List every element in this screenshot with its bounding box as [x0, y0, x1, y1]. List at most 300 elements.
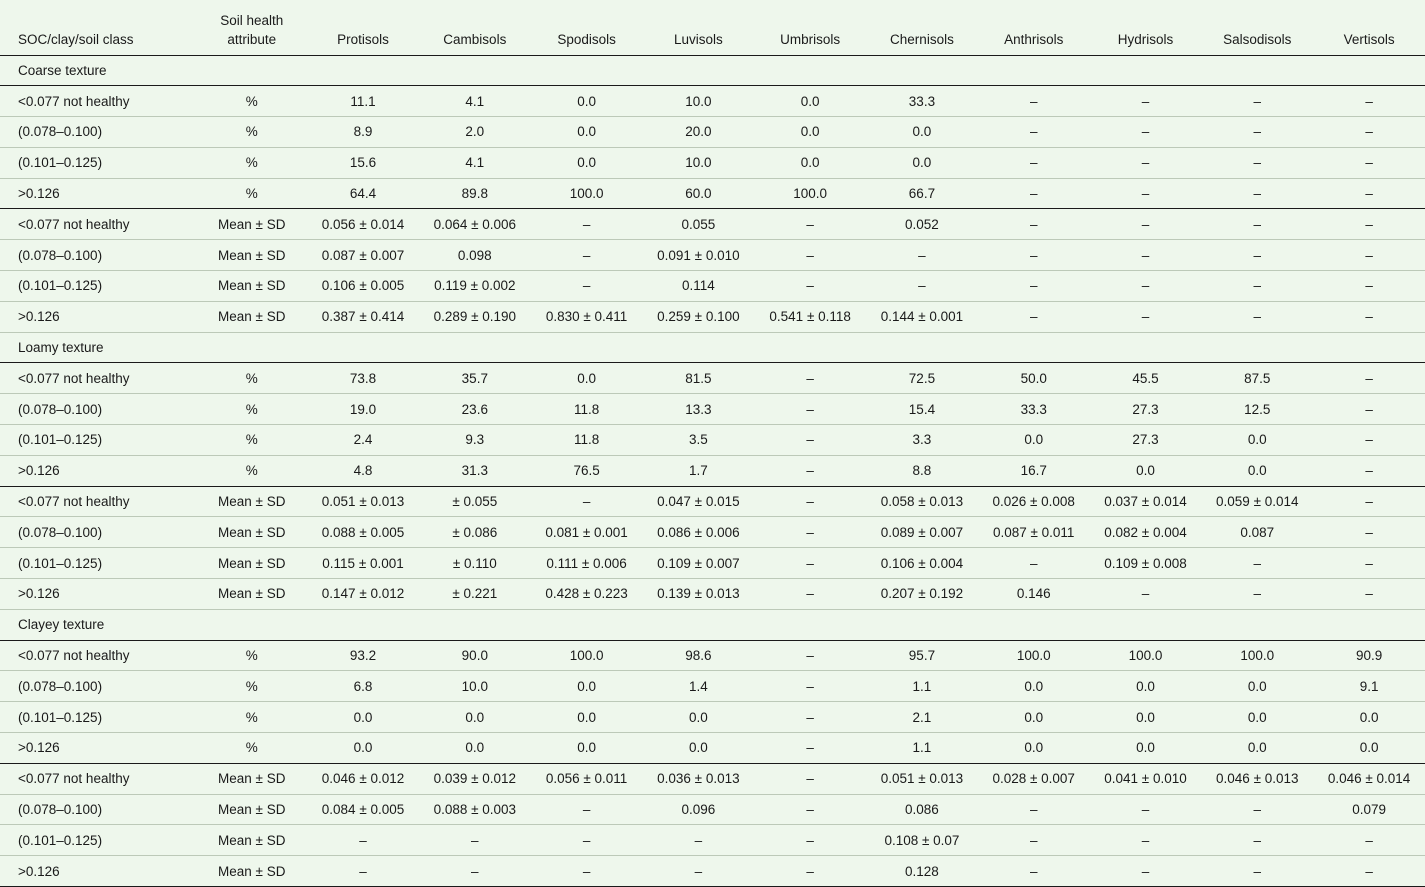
value-cell: 100.0 [978, 640, 1090, 671]
value-cell: 72.5 [866, 363, 978, 394]
value-cell: – [1201, 178, 1313, 209]
value-cell: 0.088 ± 0.005 [307, 517, 419, 548]
value-cell: 0.087 ± 0.011 [978, 517, 1090, 548]
value-cell: 0.428 ± 0.223 [531, 579, 643, 610]
value-cell: – [754, 455, 866, 486]
section-title: Clayey texture [0, 609, 1425, 640]
value-cell: 0.096 [642, 794, 754, 825]
value-cell: 33.3 [866, 86, 978, 117]
value-cell: 0.088 ± 0.003 [419, 794, 531, 825]
table-row [0, 825, 1425, 856]
header-cambisols: Cambisols [419, 0, 531, 55]
value-cell: 0.079 [1313, 794, 1425, 825]
attribute-cell: Mean ± SD [196, 579, 307, 610]
value-cell: 9.1 [1313, 671, 1425, 702]
value-cell: 0.0 [1201, 455, 1313, 486]
value-cell: – [642, 825, 754, 856]
value-cell: – [1313, 240, 1425, 271]
value-cell: – [1313, 147, 1425, 178]
value-cell: – [1201, 86, 1313, 117]
value-cell: 0.0 [866, 147, 978, 178]
value-cell: – [754, 702, 866, 733]
value-cell: 0.0 [1313, 702, 1425, 733]
value-cell: 0.0 [978, 702, 1090, 733]
value-cell: 0.0 [978, 733, 1090, 764]
value-cell: 3.5 [642, 425, 754, 456]
value-cell: 0.109 ± 0.008 [1090, 548, 1202, 579]
value-cell: 15.6 [307, 147, 419, 178]
table-row [0, 733, 1425, 764]
value-cell: 0.051 ± 0.013 [866, 763, 978, 794]
value-cell: 0.056 ± 0.014 [307, 209, 419, 240]
value-cell: 76.5 [531, 455, 643, 486]
value-cell: – [307, 825, 419, 856]
value-cell: 45.5 [1090, 363, 1202, 394]
value-cell: 16.7 [978, 455, 1090, 486]
value-cell: 60.0 [642, 178, 754, 209]
value-cell: 8.9 [307, 117, 419, 148]
value-cell: – [754, 425, 866, 456]
value-cell: – [642, 856, 754, 887]
value-cell: 0.109 ± 0.007 [642, 548, 754, 579]
value-cell: – [1313, 363, 1425, 394]
section-title: Coarse texture [0, 55, 1425, 86]
value-cell: 27.3 [1090, 425, 1202, 456]
header-attribute: Soil health attribute [196, 0, 307, 55]
value-cell: ± 0.221 [419, 579, 531, 610]
value-cell: – [1313, 117, 1425, 148]
table-row [0, 178, 1425, 209]
value-cell: – [531, 794, 643, 825]
value-cell: ± 0.055 [419, 486, 531, 517]
row-label: (0.078–0.100) [0, 240, 196, 271]
value-cell: – [419, 825, 531, 856]
value-cell: 0.0 [642, 733, 754, 764]
attribute-cell: Mean ± SD [196, 271, 307, 302]
value-cell: 0.056 ± 0.011 [531, 763, 643, 794]
row-label: <0.077 not healthy [0, 209, 196, 240]
value-cell: 0.0 [531, 733, 643, 764]
attribute-cell: % [196, 86, 307, 117]
value-cell: 0.0 [866, 117, 978, 148]
value-cell: – [978, 301, 1090, 332]
value-cell: 0.0 [642, 702, 754, 733]
value-cell: – [978, 856, 1090, 887]
header-luvisols: Luvisols [642, 0, 754, 55]
table-row [0, 394, 1425, 425]
value-cell: – [1090, 579, 1202, 610]
value-cell: – [531, 271, 643, 302]
value-cell: – [1313, 455, 1425, 486]
value-cell: – [1313, 178, 1425, 209]
value-cell: – [1090, 178, 1202, 209]
row-label: (0.078–0.100) [0, 117, 196, 148]
attribute-cell: % [196, 640, 307, 671]
value-cell: – [531, 209, 643, 240]
value-cell: – [1313, 825, 1425, 856]
value-cell: 0.0 [419, 702, 531, 733]
value-cell: – [754, 271, 866, 302]
value-cell: 6.8 [307, 671, 419, 702]
section-header-row [0, 609, 1425, 640]
attribute-cell: % [196, 733, 307, 764]
value-cell: ± 0.110 [419, 548, 531, 579]
value-cell: 35.7 [419, 363, 531, 394]
row-label: <0.077 not healthy [0, 763, 196, 794]
value-cell: 100.0 [531, 640, 643, 671]
attribute-cell: % [196, 425, 307, 456]
value-cell: – [754, 856, 866, 887]
value-cell: 0.144 ± 0.001 [866, 301, 978, 332]
table-row [0, 856, 1425, 887]
value-cell: 100.0 [1201, 640, 1313, 671]
value-cell: 0.058 ± 0.013 [866, 486, 978, 517]
value-cell: – [1313, 548, 1425, 579]
value-cell: 0.041 ± 0.010 [1090, 763, 1202, 794]
value-cell: 3.3 [866, 425, 978, 456]
attribute-cell: Mean ± SD [196, 301, 307, 332]
value-cell: 27.3 [1090, 394, 1202, 425]
value-cell: 23.6 [419, 394, 531, 425]
row-label: (0.101–0.125) [0, 271, 196, 302]
table-row [0, 671, 1425, 702]
value-cell: – [531, 240, 643, 271]
value-cell: – [754, 363, 866, 394]
value-cell: – [866, 271, 978, 302]
value-cell: 0.051 ± 0.013 [307, 486, 419, 517]
value-cell: 0.046 ± 0.013 [1201, 763, 1313, 794]
value-cell: – [1201, 301, 1313, 332]
value-cell: 0.106 ± 0.005 [307, 271, 419, 302]
value-cell: 90.9 [1313, 640, 1425, 671]
value-cell: 0.037 ± 0.014 [1090, 486, 1202, 517]
value-cell: – [1090, 794, 1202, 825]
value-cell: – [1090, 301, 1202, 332]
value-cell: – [1201, 579, 1313, 610]
table-header [0, 0, 1425, 55]
value-cell: 0.146 [978, 579, 1090, 610]
value-cell: – [531, 825, 643, 856]
attribute-cell: Mean ± SD [196, 794, 307, 825]
attribute-cell: Mean ± SD [196, 240, 307, 271]
row-label: (0.101–0.125) [0, 425, 196, 456]
value-cell: 0.026 ± 0.008 [978, 486, 1090, 517]
value-cell: 0.259 ± 0.100 [642, 301, 754, 332]
header-row [0, 0, 1425, 55]
value-cell: 100.0 [1090, 640, 1202, 671]
table-row [0, 301, 1425, 332]
value-cell: 90.0 [419, 640, 531, 671]
value-cell: 0.115 ± 0.001 [307, 548, 419, 579]
value-cell: 0.0 [307, 702, 419, 733]
value-cell: 100.0 [531, 178, 643, 209]
value-cell: 0.139 ± 0.013 [642, 579, 754, 610]
row-label: (0.078–0.100) [0, 794, 196, 825]
value-cell: 93.2 [307, 640, 419, 671]
header-salsodisols: Salsodisols [1201, 0, 1313, 55]
attribute-cell: % [196, 147, 307, 178]
value-cell: 0.046 ± 0.014 [1313, 763, 1425, 794]
value-cell: 31.3 [419, 455, 531, 486]
value-cell: – [1313, 856, 1425, 887]
header-protisols: Protisols [307, 0, 419, 55]
section-title: Loamy texture [0, 332, 1425, 363]
value-cell: – [1090, 117, 1202, 148]
table-row [0, 486, 1425, 517]
value-cell: – [1313, 394, 1425, 425]
value-cell: – [1313, 425, 1425, 456]
row-label: >0.126 [0, 579, 196, 610]
value-cell: 0.0 [531, 147, 643, 178]
value-cell: 4.1 [419, 147, 531, 178]
value-cell: 0.207 ± 0.192 [866, 579, 978, 610]
row-label: <0.077 not healthy [0, 86, 196, 117]
value-cell: – [866, 240, 978, 271]
value-cell: 98.6 [642, 640, 754, 671]
value-cell: – [1313, 486, 1425, 517]
value-cell: 0.052 [866, 209, 978, 240]
value-cell: 0.039 ± 0.012 [419, 763, 531, 794]
value-cell: – [978, 86, 1090, 117]
value-cell: 0.0 [531, 671, 643, 702]
header-anthrisols: Anthrisols [978, 0, 1090, 55]
value-cell: 0.147 ± 0.012 [307, 579, 419, 610]
value-cell: 11.1 [307, 86, 419, 117]
table-row [0, 548, 1425, 579]
value-cell: 0.0 [531, 86, 643, 117]
value-cell: 0.087 ± 0.007 [307, 240, 419, 271]
value-cell: 0.0 [1313, 733, 1425, 764]
value-cell: 0.055 [642, 209, 754, 240]
value-cell: – [1090, 147, 1202, 178]
value-cell: 13.3 [642, 394, 754, 425]
value-cell: – [1313, 86, 1425, 117]
value-cell: 4.1 [419, 86, 531, 117]
value-cell: 0.086 [866, 794, 978, 825]
value-cell: – [1313, 517, 1425, 548]
value-cell: 1.4 [642, 671, 754, 702]
table-row [0, 702, 1425, 733]
value-cell: 11.8 [531, 394, 643, 425]
value-cell: – [1090, 240, 1202, 271]
table-row [0, 86, 1425, 117]
header-umbrisols: Umbrisols [754, 0, 866, 55]
value-cell: 0.0 [1201, 671, 1313, 702]
table-body [0, 55, 1425, 887]
value-cell: 0.119 ± 0.002 [419, 271, 531, 302]
value-cell: 81.5 [642, 363, 754, 394]
value-cell: 0.0 [531, 702, 643, 733]
value-cell: 2.1 [866, 702, 978, 733]
value-cell: 87.5 [1201, 363, 1313, 394]
section-header-row [0, 55, 1425, 86]
value-cell: – [1090, 856, 1202, 887]
value-cell: 33.3 [978, 394, 1090, 425]
value-cell: – [1201, 548, 1313, 579]
value-cell: 11.8 [531, 425, 643, 456]
value-cell: – [754, 671, 866, 702]
row-label: (0.101–0.125) [0, 825, 196, 856]
value-cell: 100.0 [754, 178, 866, 209]
value-cell: – [754, 394, 866, 425]
table-row [0, 271, 1425, 302]
value-cell: 10.0 [642, 86, 754, 117]
value-cell: – [1090, 271, 1202, 302]
value-cell: 0.091 ± 0.010 [642, 240, 754, 271]
header-soc-class: SOC/clay/soil class [0, 0, 196, 55]
table-row [0, 455, 1425, 486]
attribute-cell: Mean ± SD [196, 486, 307, 517]
value-cell: 0.086 ± 0.006 [642, 517, 754, 548]
row-label: (0.101–0.125) [0, 702, 196, 733]
value-cell: 10.0 [642, 147, 754, 178]
value-cell: – [978, 240, 1090, 271]
header-chernisols: Chernisols [866, 0, 978, 55]
value-cell: – [1313, 271, 1425, 302]
value-cell: 0.0 [754, 86, 866, 117]
value-cell: 0.0 [307, 733, 419, 764]
value-cell: – [1201, 825, 1313, 856]
value-cell: – [978, 147, 1090, 178]
value-cell: 89.8 [419, 178, 531, 209]
value-cell: 15.4 [866, 394, 978, 425]
table-row [0, 579, 1425, 610]
value-cell: – [978, 825, 1090, 856]
value-cell: 0.0 [754, 117, 866, 148]
value-cell: 0.0 [531, 117, 643, 148]
value-cell: – [1201, 209, 1313, 240]
value-cell: – [978, 271, 1090, 302]
value-cell: – [1201, 147, 1313, 178]
table-row [0, 363, 1425, 394]
attribute-cell: % [196, 702, 307, 733]
value-cell: – [754, 548, 866, 579]
value-cell: 8.8 [866, 455, 978, 486]
value-cell: 95.7 [866, 640, 978, 671]
value-cell: 0.064 ± 0.006 [419, 209, 531, 240]
value-cell: – [754, 579, 866, 610]
value-cell: 0.059 ± 0.014 [1201, 486, 1313, 517]
row-label: >0.126 [0, 178, 196, 209]
attribute-cell: Mean ± SD [196, 548, 307, 579]
attribute-cell: % [196, 178, 307, 209]
value-cell: 12.5 [1201, 394, 1313, 425]
table-row [0, 240, 1425, 271]
attribute-cell: Mean ± SD [196, 209, 307, 240]
value-cell: – [1201, 117, 1313, 148]
header-spodisols: Spodisols [531, 0, 643, 55]
table-row [0, 425, 1425, 456]
value-cell: 1.1 [866, 671, 978, 702]
attribute-cell: % [196, 363, 307, 394]
table-row [0, 209, 1425, 240]
value-cell: 0.108 ± 0.07 [866, 825, 978, 856]
value-cell: 0.0 [419, 733, 531, 764]
value-cell: 50.0 [978, 363, 1090, 394]
value-cell: 0.036 ± 0.013 [642, 763, 754, 794]
header-hydrisols: Hydrisols [1090, 0, 1202, 55]
table-row [0, 517, 1425, 548]
value-cell: 64.4 [307, 178, 419, 209]
attribute-cell: Mean ± SD [196, 517, 307, 548]
value-cell: 0.081 ± 0.001 [531, 517, 643, 548]
value-cell: 0.0 [1090, 702, 1202, 733]
value-cell: 0.106 ± 0.004 [866, 548, 978, 579]
value-cell: 0.128 [866, 856, 978, 887]
value-cell: 73.8 [307, 363, 419, 394]
row-label: >0.126 [0, 733, 196, 764]
value-cell: – [754, 240, 866, 271]
value-cell: 20.0 [642, 117, 754, 148]
value-cell: – [1090, 209, 1202, 240]
value-cell: – [307, 856, 419, 887]
value-cell: – [1201, 271, 1313, 302]
value-cell: 0.047 ± 0.015 [642, 486, 754, 517]
attribute-cell: Mean ± SD [196, 763, 307, 794]
value-cell: 66.7 [866, 178, 978, 209]
value-cell: 0.541 ± 0.118 [754, 301, 866, 332]
value-cell: – [531, 856, 643, 887]
header-vertisols: Vertisols [1313, 0, 1425, 55]
table-row [0, 117, 1425, 148]
value-cell: 0.089 ± 0.007 [866, 517, 978, 548]
table-row [0, 640, 1425, 671]
value-cell: 4.8 [307, 455, 419, 486]
value-cell: – [754, 733, 866, 764]
value-cell: – [754, 517, 866, 548]
value-cell: 0.0 [1201, 733, 1313, 764]
value-cell: 0.087 [1201, 517, 1313, 548]
value-cell: – [1090, 86, 1202, 117]
value-cell: 0.0 [978, 425, 1090, 456]
table-row [0, 147, 1425, 178]
row-label: (0.101–0.125) [0, 548, 196, 579]
value-cell: 0.028 ± 0.007 [978, 763, 1090, 794]
value-cell: – [978, 117, 1090, 148]
table-row [0, 794, 1425, 825]
value-cell: 10.0 [419, 671, 531, 702]
value-cell: 0.289 ± 0.190 [419, 301, 531, 332]
row-label: >0.126 [0, 301, 196, 332]
row-label: <0.077 not healthy [0, 486, 196, 517]
value-cell: 1.7 [642, 455, 754, 486]
value-cell: 0.084 ± 0.005 [307, 794, 419, 825]
value-cell: 0.0 [754, 147, 866, 178]
value-cell: – [1313, 209, 1425, 240]
value-cell: – [1201, 794, 1313, 825]
value-cell: – [754, 640, 866, 671]
value-cell: 0.0 [1201, 702, 1313, 733]
value-cell: 9.3 [419, 425, 531, 456]
value-cell: 2.0 [419, 117, 531, 148]
value-cell: – [754, 209, 866, 240]
attribute-cell: Mean ± SD [196, 856, 307, 887]
attribute-cell: % [196, 394, 307, 425]
value-cell: 0.830 ± 0.411 [531, 301, 643, 332]
row-label: <0.077 not healthy [0, 640, 196, 671]
value-cell: – [754, 794, 866, 825]
attribute-cell: % [196, 671, 307, 702]
value-cell: 0.387 ± 0.414 [307, 301, 419, 332]
attribute-cell: Mean ± SD [196, 825, 307, 856]
section-header-row [0, 332, 1425, 363]
value-cell: – [754, 486, 866, 517]
value-cell: 0.0 [1201, 425, 1313, 456]
attribute-cell: % [196, 117, 307, 148]
value-cell: 0.0 [1090, 455, 1202, 486]
value-cell: 0.098 [419, 240, 531, 271]
value-cell: 0.0 [1090, 671, 1202, 702]
